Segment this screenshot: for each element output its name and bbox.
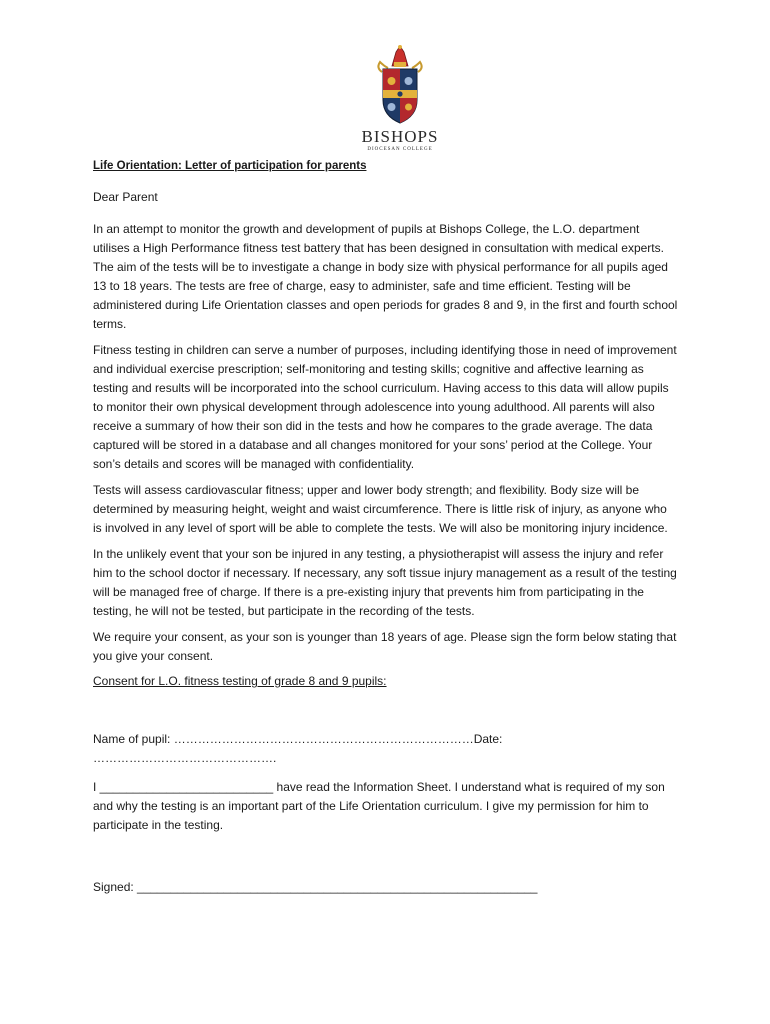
- paragraph-purposes: Fitness testing in children can serve a number of purposes, including identifying those in need of improvement and individual exercise prescription; self-monitoring and testing skills; cognitive and affective learning as testing and results will be incorporated into the school curriculum. Having access to this data will allow pupils to monitor their own physical development through adolescence into young adulthood. All parents will also receive a summary of how their son did in the tests and how he compares to the grade average. The data captured will be stored in a database and all changes monitored for your sons’ period at the College. Your son’s details and scores will be managed with confidentiality.: [93, 343, 677, 471]
- paragraph-injury: In the unlikely event that your son be injured in any testing, a physiotherapist will assess the injury and refer him to the school doctor if necessary. If necessary, any soft tissue injury management as a result of the testing will be managed free of charge. If there is a pre-existing injury that prevents him from participating in the testing, he will not be tested, but participate in the recording of the tests.: [93, 547, 677, 618]
- paragraph-intro: In an attempt to monitor the growth and development of pupils at Bishops College, the L.O. department utilises a High Performance fitness test battery that has been designed in consultation with medical experts. The aim of the tests will be to investigate a change in body size with physical performance for all pupils aged 13 to 18 years. The tests are free of charge, easy to administer, safe and time efficient. Testing will be administered during Life Orientation classes and open periods for grades 8 and 9, in the first and fourth school terms.: [93, 222, 678, 331]
- crest-icon: [370, 44, 430, 126]
- letter-body: [93, 157, 678, 897]
- salutation: Dear Parent: [93, 190, 158, 204]
- paragraph-consent: We require your consent, as your son is younger than 18 years of age. Please sign the form below stating that you give your consent.: [93, 630, 677, 663]
- brand-name: BISHOPS: [361, 127, 439, 146]
- consent-heading: Consent for L.O. fitness testing of grade 8 and 9 pupils:: [93, 674, 387, 688]
- brand-subtitle: DIOCESAN COLLEGE: [367, 147, 433, 152]
- school-logo: [340, 44, 460, 153]
- letter-title: Life Orientation: Letter of participation for parents: [93, 160, 367, 172]
- parent-acknowledgement[interactable]: I __________________________ have read the Information Sheet. I understand what is required of my son and why the testing is an important part of the Life Orientation curriculum. I give my permission for him to participate in the testing.: [93, 780, 665, 832]
- signature-field[interactable]: Signed: ____________________________________________________________: [93, 880, 538, 894]
- paragraph-assessment: Tests will assess cardiovascular fitness; upper and lower body strength; and flexibility. Body size will be determined by measuring height, weight and waist circumference. There is little risk of injury, as anyone who is involved in any level of sport will be able to complete the tests. We will also be monitoring injury incidence.: [93, 483, 668, 535]
- pupil-name-date-field[interactable]: Name of pupil: …………………………………………………………………Date: ……………………………………….: [93, 732, 503, 765]
